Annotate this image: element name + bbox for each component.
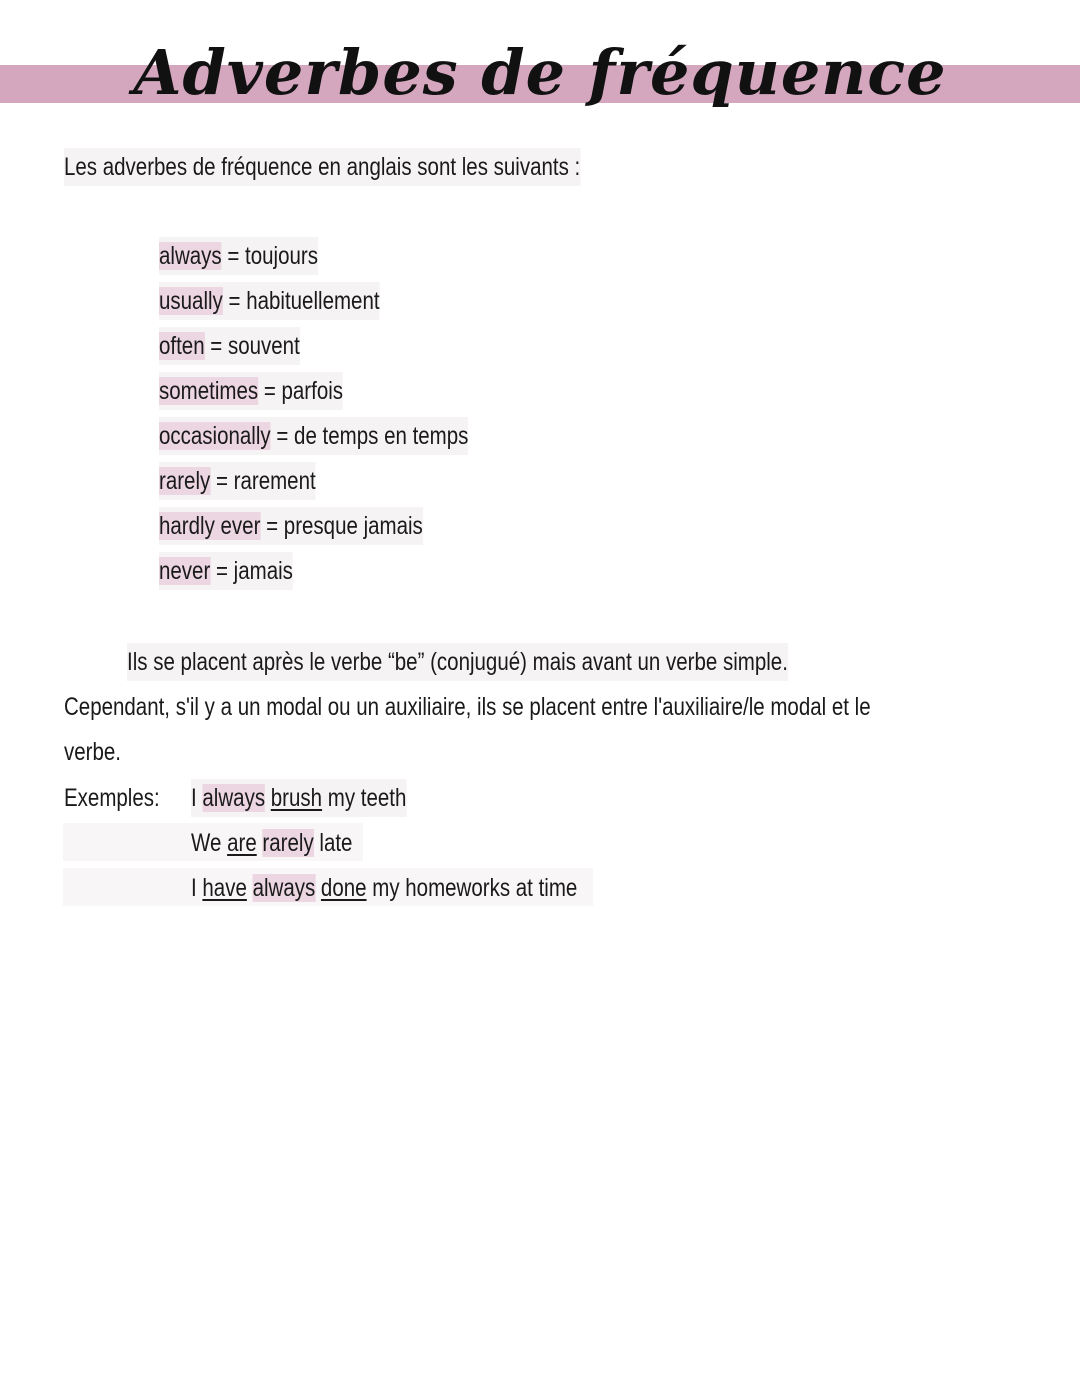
example-rest: my homeworks at time bbox=[372, 874, 578, 902]
equals-sign: = bbox=[215, 557, 228, 585]
adverb-item bbox=[159, 507, 423, 545]
equals-sign: = bbox=[215, 467, 228, 495]
example-sentence bbox=[191, 779, 406, 817]
page-title bbox=[0, 28, 1080, 118]
adverb-fr: habituellement bbox=[246, 287, 380, 315]
adverb-en: usually bbox=[159, 287, 223, 315]
adverb-fr: toujours bbox=[245, 242, 318, 270]
adverb-item bbox=[159, 372, 343, 410]
equals-sign: = bbox=[227, 242, 240, 270]
adverb-fr: parfois bbox=[281, 377, 344, 405]
adverb-en: rarely bbox=[159, 467, 211, 495]
equals-sign: = bbox=[276, 422, 289, 450]
example-subject: We bbox=[191, 829, 222, 857]
adverb-en: often bbox=[159, 332, 205, 360]
example-adverb: rarely bbox=[262, 829, 314, 857]
adverb-item bbox=[159, 327, 300, 365]
title-text: Adverbes de fréquence bbox=[133, 36, 947, 109]
example-aux: have bbox=[202, 874, 247, 902]
example-rest: late bbox=[319, 829, 353, 857]
example-adverb: always bbox=[202, 784, 266, 812]
adverb-item bbox=[159, 282, 380, 320]
adverb-en: never bbox=[159, 557, 211, 585]
adverb-fr: rarement bbox=[233, 467, 316, 495]
example-aux: are bbox=[227, 829, 257, 857]
adverb-fr: jamais bbox=[233, 557, 293, 585]
adverb-fr: de temps en temps bbox=[294, 422, 469, 450]
rule-line-3: verbe. bbox=[64, 738, 121, 766]
adverb-en: occasionally bbox=[159, 422, 271, 450]
example-subject: I bbox=[191, 874, 197, 902]
adverb-item bbox=[159, 237, 318, 275]
example-rest: my teeth bbox=[327, 784, 407, 812]
example-subject: I bbox=[191, 784, 197, 812]
adverb-en: hardly ever bbox=[159, 512, 261, 540]
equals-sign: = bbox=[263, 377, 276, 405]
example-sentence bbox=[191, 869, 577, 907]
example-verb: done bbox=[320, 874, 367, 902]
intro-text: Les adverbes de fréquence en anglais sont les suivants : bbox=[64, 148, 580, 186]
adverb-fr: souvent bbox=[227, 332, 300, 360]
adverb-item bbox=[159, 417, 468, 455]
adverb-fr: presque jamais bbox=[283, 512, 423, 540]
rule-line-1: Ils se placent après le verbe “be” (conjugué) mais avant un verbe simple. bbox=[127, 643, 788, 681]
example-verb: brush bbox=[270, 784, 323, 812]
adverb-en: sometimes bbox=[159, 377, 259, 405]
adverb-item bbox=[159, 552, 293, 590]
examples-label: Exemples: bbox=[64, 784, 160, 812]
adverb-en: always bbox=[159, 242, 222, 270]
equals-sign: = bbox=[228, 287, 241, 315]
adverb-item bbox=[159, 462, 316, 500]
rule-line-2: Cependant, s'il y a un modal ou un auxiliaire, ils se placent entre l'auxiliaire/le modal et le bbox=[64, 693, 871, 721]
example-adverb: always bbox=[252, 874, 316, 902]
equals-sign: = bbox=[210, 332, 223, 360]
equals-sign: = bbox=[266, 512, 279, 540]
example-sentence bbox=[191, 824, 352, 862]
